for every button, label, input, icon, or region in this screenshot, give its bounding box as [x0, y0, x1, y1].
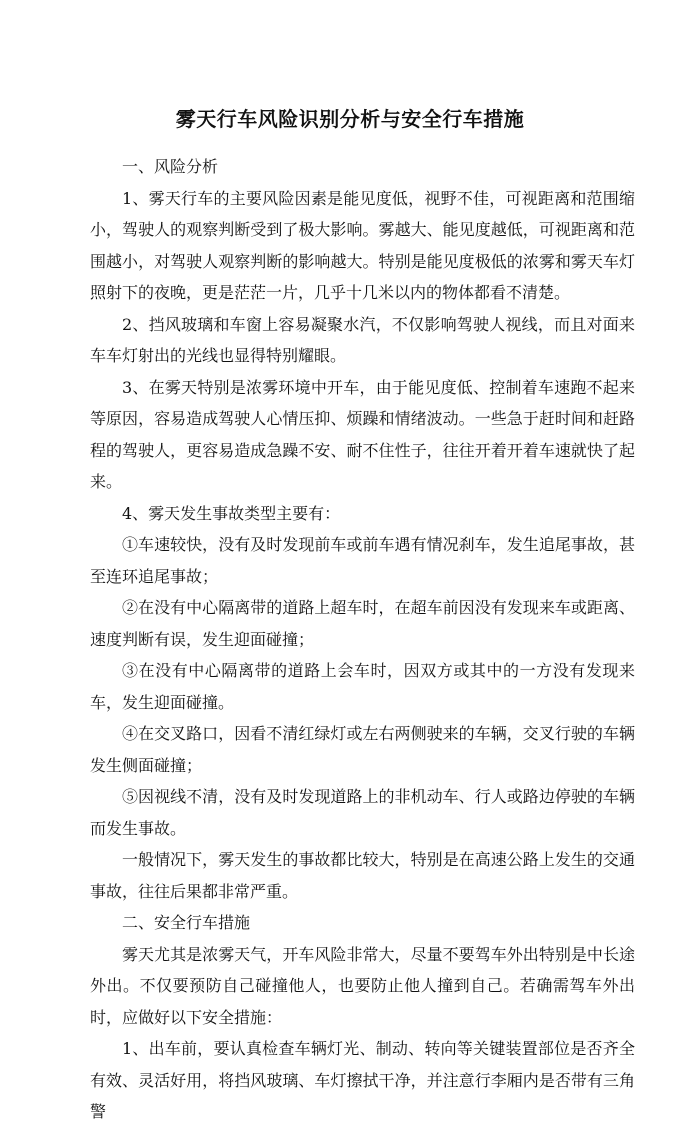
document-title: 雾天行车风险识别分析与安全行车措施 [175, 107, 525, 131]
document-body [90, 151, 635, 1128]
paragraph-accident-type-5: ⑤因视线不清，没有及时发现道路上的非机动车、行人或路边停驶的车辆而发生事故。 [90, 787, 635, 838]
paragraph-safety-1: 1、出车前，要认真检查车辆灯光、制动、转向等关键装置部位是否齐全有效、灵活好用，将挡风玻璃、车灯擦拭干净，并注意行李厢内是否带有三角警 [90, 1039, 635, 1121]
paragraph-risk-2: 2、挡风玻璃和车窗上容易凝聚水汽，不仅影响驾驶人视线，而且对面来车车灯射出的光线也显得特别耀眼。 [90, 314, 635, 365]
paragraph-accident-type-3: ③在没有中心隔离带的道路上会车时，因双方或其中的一方没有发现来车，发生迎面碰撞。 [90, 661, 635, 712]
paragraph-accident-summary: 一般情况下，雾天发生的事故都比较大，特别是在高速公路上发生的交通事故，往往后果都非常严重。 [90, 850, 635, 901]
section-heading-safety-measures: 二、安全行车措施 [122, 913, 251, 932]
paragraph-safety-intro: 雾天尤其是浓雾天气，开车风险非常大，尽量不要驾车外出特别是中长途外出。不仅要预防自己碰撞他人，也要防止他人撞到自己。若确需驾车外出时，应做好以下安全措施： [90, 944, 635, 1027]
paragraph-risk-3: 3、在雾天特别是浓雾环境中开车，由于能见度低、控制着车速跑不起来等原因，容易造成驾驶人心情压抑、烦躁和情绪波动。一些急于赶时间和赶路程的驾驶人，更容易造成急躁不安、耐不住性子，往往开着开着车速就快了起来。 [90, 377, 635, 491]
paragraph-accident-type-4: ④在交叉路口，因看不清红绿灯或左右两侧驶来的车辆，交叉行驶的车辆发生侧面碰撞； [90, 724, 635, 775]
paragraph-accident-type-2: ②在没有中心隔离带的道路上超车时，在超车前因没有发现来车或距离、速度判断有误，发生迎面碰撞； [90, 598, 635, 649]
section-heading-risk-analysis: 一、风险分析 [122, 157, 219, 176]
paragraph-risk-1: 1、雾天行车的主要风险因素是能见度低，视野不佳，可视距离和范围缩小，驾驶人的观察判断受到了极大影响。雾越大、能见度越低，可视距离和范围越小，对驾驶人观察判断的影响越大。特别是能见度极低的浓雾和雾天车灯照射下的夜晚，更是茫茫一片，几乎十几米以内的物体都看不清楚。 [90, 188, 635, 302]
paragraph-accident-types-intro: 4、雾天发生事故类型主要有： [122, 503, 341, 523]
paragraph-accident-type-1: ①车速较快，没有及时发现前车或前车遇有情况刹车，发生追尾事故，甚至连环追尾事故； [90, 535, 635, 586]
